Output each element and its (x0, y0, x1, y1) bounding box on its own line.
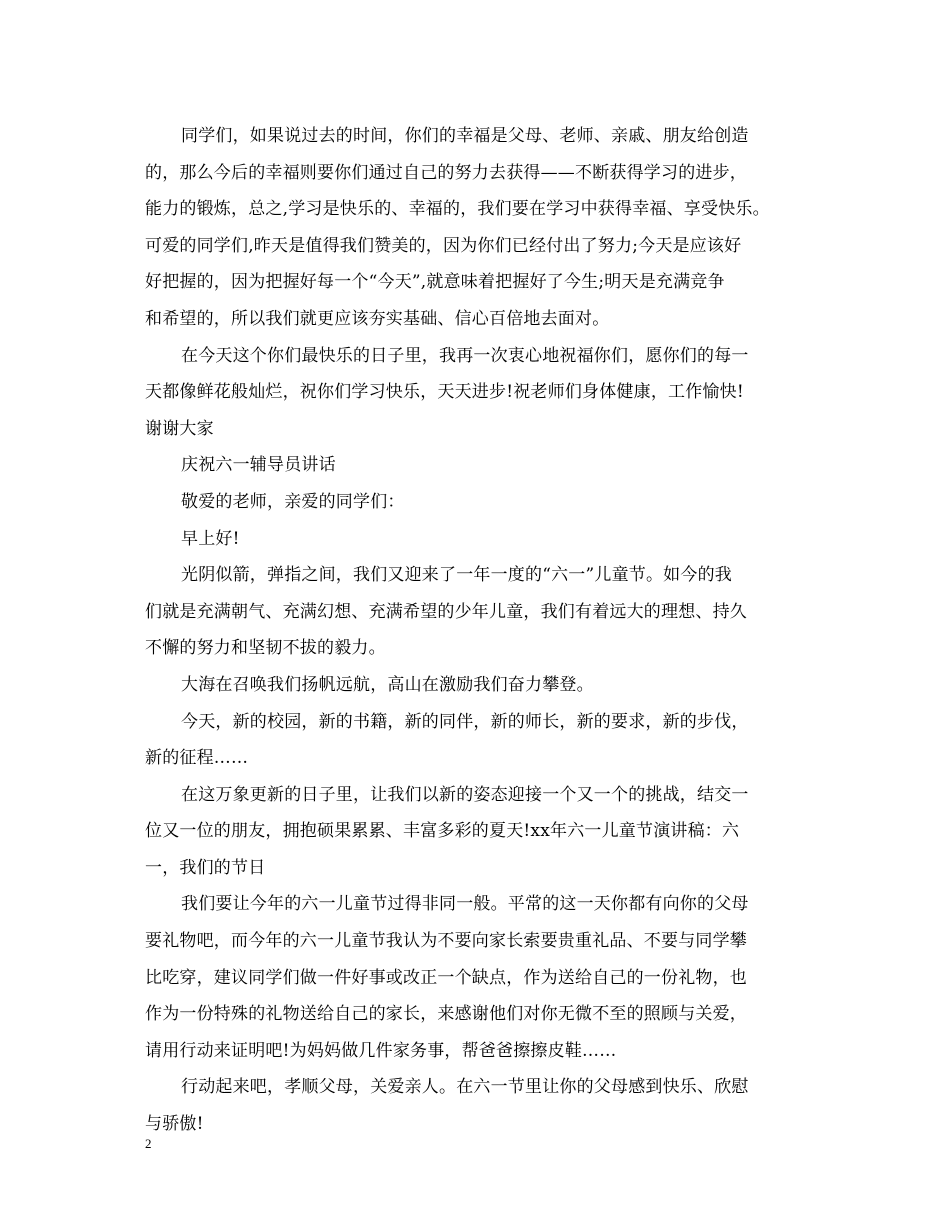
text-line: 作为一份特殊的礼物送给自己的家长，来感谢他们对你无微不至的照顾与关爱， (145, 1004, 747, 1025)
text-line: 大海在召唤我们扬帆远航，高山在激励我们奋力攀登。 (181, 674, 594, 695)
text-line: 在今天这个你们最快乐的日子里，我再一次衷心地祝福你们，愿你们的每一 (181, 345, 749, 366)
text-line: 和希望的，所以我们就更应该夯实基础、信心百倍地去面对。 (145, 308, 610, 329)
text-line: 比吃穿，建议同学们做一件好事或改正一个缺点，作为送给自己的一份礼物，也 (145, 967, 747, 988)
text-line: 的，那么今后的幸福则要你们通过自己的努力去获得——不断获得学习的进步， (145, 162, 747, 183)
text-line: 同学们，如果说过去的时间，你们的幸福是父母、老师、亲戚、朋友给创造 (181, 126, 749, 146)
text-line: 与骄傲! (145, 1114, 204, 1135)
page-number: 2 (145, 1136, 152, 1151)
text-line: 新的征程…… (145, 748, 249, 769)
text-line: 一，我们的节日 (145, 857, 266, 878)
text-line: 早上好! (181, 528, 240, 549)
text-line: 天都像鲜花般灿烂，祝你们学习快乐，天天进步!祝老师们身体健康，工作愉快! (145, 382, 744, 403)
text-line: 好把握的，因为把握好每一个“今天”,就意味着把握好了今生;明天是充满竞争 (145, 272, 725, 293)
text-line: 们就是充满朝气、充满幻想、充满希望的少年儿童，我们有着远大的理想、持久 (145, 601, 747, 622)
text-line: 我们要让今年的六一儿童节过得非同一般。平常的这一天你都有向你的父母 (181, 894, 749, 915)
text-line: 行动起来吧，孝顺父母，关爱亲人。在六一节里让你的父母感到快乐、欣慰 (181, 1077, 749, 1098)
text-line: 谢谢大家 (145, 418, 214, 439)
text-line: 位又一位的朋友，拥抱硕果累累、丰富多彩的夏天!xx年六一儿童节演讲稿：六 (145, 821, 740, 842)
text-line: 能力的锻炼，总之,学习是快乐的、幸福的，我们要在学习中获得幸福、享受快乐。 (145, 199, 770, 220)
text-line: 在这万象更新的日子里，让我们以新的姿态迎接一个又一个的挑战，结交一 (181, 784, 749, 805)
text-line: 请用行动来证明吧!为妈妈做几件家务事，帮爸爸擦擦皮鞋…… (145, 1040, 617, 1061)
text-line: 敬爱的老师，亲爱的同学们： (181, 491, 405, 512)
document-body (145, 118, 825, 1143)
text-line: 庆祝六一辅导员讲话 (181, 455, 336, 476)
text-line: 要礼物吧，而今年的六一儿童节我认为不要向家长索要贵重礼品、不要与同学攀 (145, 931, 747, 952)
text-line: 光阴似箭，弹指之间，我们又迎来了一年一度的“六一”儿童节。如今的我 (181, 565, 732, 586)
text-line: 可爱的同学们,昨天是值得我们赞美的，因为你们已经付出了努力;今天是应该好 (145, 235, 742, 256)
text-line: 不懈的努力和坚韧不拔的毅力。 (145, 638, 386, 659)
text-line: 今天，新的校园，新的书籍，新的同伴，新的师长，新的要求，新的步伐， (181, 711, 749, 732)
